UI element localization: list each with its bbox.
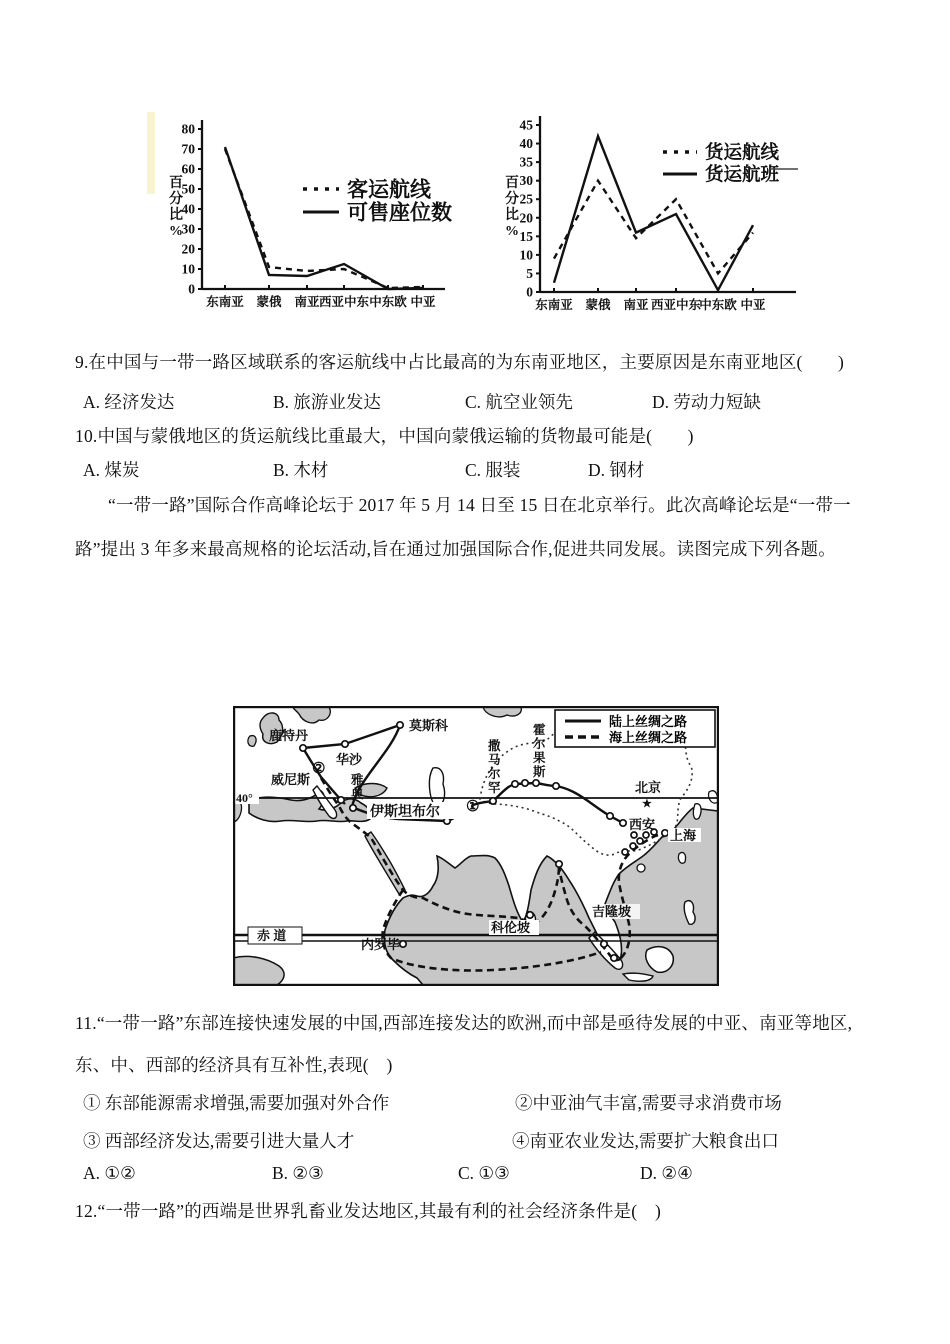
y-tick-label: 10 <box>181 261 195 277</box>
x-tick-label: 中东欧 <box>699 298 737 312</box>
y-tick-label: 80 <box>181 121 195 137</box>
dot-port-4 <box>631 832 637 838</box>
series-line-dashed <box>554 181 753 274</box>
dot-khorgos <box>522 780 528 786</box>
y-tick-label: 20 <box>519 210 533 226</box>
dot-port-3 <box>637 838 643 844</box>
option-11-d: D. ②④ <box>640 1163 693 1183</box>
passage-line-1: “一带一路”国际合作高峰论坛于 2017 年 5 月 14 日至 15 日在北京举行。此次高峰论坛是“一带一 <box>108 495 851 515</box>
dot-nairobi <box>400 941 406 947</box>
y-axis-title-char: % <box>505 224 519 239</box>
x-tick-label: 西亚中东 <box>650 298 702 312</box>
question-11-options <box>0 1163 860 1187</box>
x-tick-label: 南亚 <box>623 298 649 312</box>
x-tick-label: 中亚 <box>740 298 766 312</box>
y-tick-label: 0 <box>526 284 533 300</box>
label-warsaw: 华沙 <box>336 752 363 767</box>
y-axis-title-char: 百 <box>505 176 519 191</box>
option-9-c: C. 航空业领先 <box>465 392 573 412</box>
map-ireland-island <box>248 736 256 747</box>
y-axis-title-char: 百 <box>169 176 183 191</box>
legend-label: 货运航线 <box>705 143 780 164</box>
dot-kolkata <box>556 861 562 867</box>
option-11-b: B. ②③ <box>272 1163 324 1183</box>
y-tick-label: 15 <box>519 228 533 244</box>
option-10-b: B. 木材 <box>273 460 329 480</box>
dot-rotterdam <box>300 745 306 751</box>
dot-waypoint-3 <box>553 783 559 789</box>
question-9-stem: 9.在中国与一带一路区域联系的客运航线中占比最高的为东南亚地区，主要原因是东南亚地区( ) <box>75 352 844 372</box>
label-shanghai: 上海 <box>670 828 697 843</box>
label-samarkand: 撒马尔罕 <box>488 739 501 795</box>
x-tick-label: 南亚 <box>294 295 320 309</box>
dot-xian <box>620 820 626 826</box>
dot-waypoint-1 <box>512 781 518 787</box>
item-1: ① 东部能源需求增强,需要加强对外合作 <box>83 1093 390 1113</box>
y-axis-title-char: 比 <box>169 208 183 223</box>
item-4: ④南亚农业发达,需要扩大粮食出口 <box>512 1131 779 1151</box>
y-tick-label: 5 <box>526 265 533 281</box>
label-lat40: 40° <box>236 791 253 805</box>
x-tick-label: 东南亚 <box>206 295 244 309</box>
y-tick-label: 70 <box>181 141 195 157</box>
y-tick-label: 60 <box>181 161 195 177</box>
map-legend-land-label: 陆上丝绸之路 <box>609 714 688 729</box>
y-tick-label: 20 <box>181 241 195 257</box>
passenger-routes-chart <box>143 103 475 325</box>
label-kuala-lumpur: 吉隆坡 <box>592 904 632 919</box>
map-caspian-sea <box>429 768 444 807</box>
y-tick-label: 40 <box>519 136 533 152</box>
x-tick-label: 蒙俄 <box>256 295 282 309</box>
label-moscow: 莫斯科 <box>409 718 449 733</box>
marker-2: ② <box>312 761 326 777</box>
option-9-a: A. 经济发达 <box>83 392 175 412</box>
label-xian: 西安 <box>629 817 656 832</box>
x-tick-label: 西亚中东 <box>318 295 370 309</box>
item-2: ②中亚油气丰富,需要寻求消费市场 <box>515 1093 782 1113</box>
y-tick-label: 25 <box>519 191 533 207</box>
dot-colombo <box>527 912 533 918</box>
y-tick-label: 0 <box>188 281 195 297</box>
dot-istanbul <box>350 805 356 811</box>
label-khorgos: 霍尔果斯 <box>533 723 546 779</box>
question-10-stem: 10.中国与蒙俄地区的货运航线比重最大，中国向蒙俄运输的货物最可能是( ) <box>75 426 694 446</box>
y-tick-label: 30 <box>181 221 195 237</box>
question-11-stem-line1: 11.“一带一路”东部连接快速发展的中国,西部连接发达的欧洲,而中部是亟待发展的中亚、南亚等地区, <box>75 1013 853 1033</box>
question-10-options <box>0 457 860 481</box>
dot-waypoint-2 <box>533 780 539 786</box>
item-3: ③ 西部经济发达,需要引进大量人才 <box>83 1131 355 1151</box>
beijing-star-marker: ★ <box>642 798 652 810</box>
y-tick-label: 50 <box>181 181 195 197</box>
silk-road-map <box>233 706 719 986</box>
legend-label: 可售座位数 <box>347 200 452 225</box>
dot-kuala-lumpur <box>601 941 607 947</box>
label-athens: 雅典 <box>351 773 364 801</box>
legend-label: 客运航线 <box>347 177 431 202</box>
label-rotterdam: 鹿特丹 <box>269 728 309 743</box>
y-tick-label: 30 <box>519 173 533 189</box>
map-korea <box>693 804 701 820</box>
dot-waypoint-4 <box>607 813 613 819</box>
y-axis-title-char: 比 <box>505 208 519 223</box>
question-11-stem-line2: 东、中、西部的经济具有互补性,表现( ) <box>75 1055 393 1075</box>
label-equator: 赤 道 <box>257 928 287 943</box>
y-tick-label: 40 <box>181 201 195 217</box>
option-11-c: C. ①③ <box>458 1163 510 1183</box>
option-10-a: A. 煤炭 <box>83 460 140 480</box>
y-tick-label: 35 <box>519 154 533 170</box>
x-tick-label: 中亚 <box>410 295 436 309</box>
freight-routes-chart <box>498 103 833 328</box>
y-axis-title-char: % <box>169 224 183 239</box>
x-tick-label: 东南亚 <box>535 298 573 312</box>
x-tick-label: 蒙俄 <box>585 298 611 312</box>
y-axis-title-char: 分 <box>505 192 519 207</box>
option-11-a: A. ①② <box>83 1163 136 1183</box>
question-11-items-row2 <box>0 1128 860 1152</box>
dot-singapore <box>611 955 617 961</box>
label-beijing: 北京 <box>635 780 662 795</box>
label-nairobi: 内罗毕 <box>361 937 401 952</box>
x-tick-label: 中东欧 <box>369 295 407 309</box>
dot-port-1 <box>622 849 628 855</box>
dot-moscow <box>397 722 403 728</box>
y-axis-title-char: 分 <box>169 192 183 207</box>
label-colombo: 科伦坡 <box>491 920 531 935</box>
dot-samarkand <box>490 798 496 804</box>
y-tick-label: 10 <box>519 247 533 263</box>
option-10-c: C. 服装 <box>465 460 521 480</box>
question-12-stem: 12.“一带一路”的西端是世界乳畜业发达地区,其最有利的社会经济条件是( ) <box>75 1201 662 1221</box>
dot-athens <box>338 797 344 803</box>
label-istanbul: 伊斯坦布尔 <box>370 805 440 820</box>
dot-shanghai <box>662 830 668 836</box>
marker-1: ① <box>466 799 480 815</box>
y-tick-label: 45 <box>519 117 533 133</box>
question-11-items-row1 <box>0 1090 860 1114</box>
option-10-d: D. 钢材 <box>588 460 645 480</box>
map-taiwan <box>678 852 685 863</box>
option-9-b: B. 旅游业发达 <box>273 392 381 412</box>
dot-port-2 <box>630 843 636 849</box>
label-venice: 威尼斯 <box>271 772 311 787</box>
question-9-options <box>0 389 860 413</box>
legend-label: 货运航班 <box>705 165 780 186</box>
dot-port-5 <box>643 832 649 838</box>
dot-warsaw <box>342 741 348 747</box>
passage-line-2: 路”提出 3 年多来最高规格的论坛活动,旨在通过加强国际合作,促进共同发展。读图完成下列各题。 <box>75 539 836 559</box>
map-legend-sea-label: 海上丝绸之路 <box>609 730 688 745</box>
option-9-d: D. 劳动力短缺 <box>652 392 761 412</box>
map-hainan <box>637 864 645 872</box>
